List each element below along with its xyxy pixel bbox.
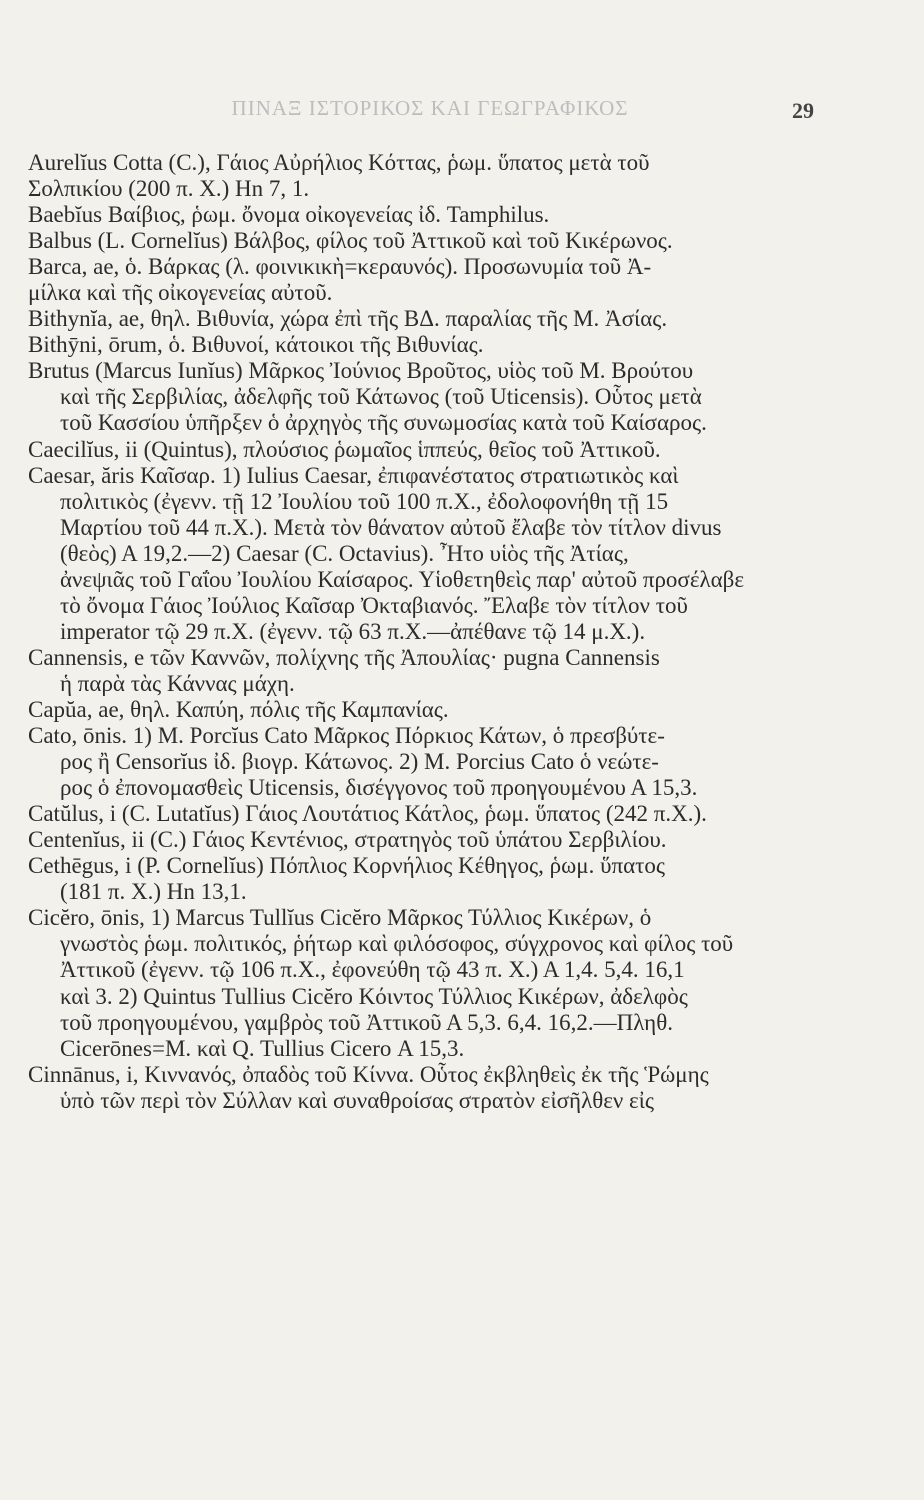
index-entries [28, 150, 888, 1114]
text-line: Capŭa, ae, θηλ. Καπύη, πόλις τῆς Καμπανίας. [28, 696, 449, 722]
text-line: ἀνεψιᾶς τοῦ Γαΐου Ἰουλίου Καίσαρος. Υἱοθετηθεὶς παρ' αὐτοῦ προσέλαβε [60, 566, 745, 592]
text-line: Bithynĭa, ae, θηλ. Βιθυνία, χώρα ἐπὶ τῆς ΒΔ. παραλίας τῆς Μ. Ἀσίας. [28, 306, 668, 332]
text-line: Cato, ōnis. 1) M. Porcĭus Cato Μᾶρκος Πόρκιος Κάτων, ὁ πρεσβύτε- [28, 723, 665, 749]
text-line: Ἀττικοῦ (ἐγενν. τῷ 106 π.Χ., ἐφονεύθη τῷ 43 π. Χ.) Α 1,4. 5,4. 16,1 [60, 957, 685, 983]
text-line: (θεὸς) Α 19,2.—2) Caesar (C. Octavius). Ἦτο υἱὸς τῆς Ἀτίας, [60, 540, 629, 566]
text-line: Caecilĭus, ii (Quintus), πλούσιος ῥωμαῖος ἱππεύς, θεῖος τοῦ Ἀττικοῦ. [28, 436, 661, 462]
text-line: ὑπὸ τῶν περὶ τὸν Σύλλαν καὶ συναθροίσας στρατὸν εἰσῆλθεν εἰς [60, 1087, 655, 1113]
text-line: καὶ τῆς Σερβιλίας, ἀδελφῆς τοῦ Κάτωνος (τοῦ Uticensis). Οὗτος μετὰ [60, 384, 702, 410]
text-line: Caesar, ăris Καῖσαρ. 1) Iulius Caesar, ἐπιφανέστατος στρατιωτικὸς καὶ [28, 462, 679, 488]
text-line: imperator τῷ 29 π.Χ. (ἐγενν. τῷ 63 π.Χ.—ἀπέθανε τῷ 14 μ.Χ.). [60, 618, 646, 644]
text-line: Centenĭus, ii (C.) Γάιος Κεντένιος, στρατηγὸς τοῦ ὑπάτου Σερβιλίου. [28, 827, 667, 853]
text-line: Cannensis, e τῶν Καννῶν, πολίχνης τῆς Ἀπουλίας· pugna Cannensis [28, 644, 660, 670]
text-line: ρος ὁ ἐπονομασθεὶς Uticensis, δισέγγονος τοῦ προηγουμένου Α 15,3. [60, 775, 698, 801]
text-line: Balbus (L. Cornelĭus) Βάλβος, φίλος τοῦ Ἀττικοῦ καὶ τοῦ Κικέρωνος. [28, 228, 673, 254]
text-line: (181 π. Χ.) Hn 13,1. [60, 879, 247, 905]
page-number: 29 [792, 98, 814, 123]
text-line: καὶ 3. 2) Quintus Tullius Cicĕro Κόιντος Τύλλιος Κικέρων, ἀδελφὸς [60, 983, 688, 1009]
text-line: Σολπικίου (200 π. Χ.) Hn 7, 1. [28, 176, 310, 202]
text-line: Brutus (Marcus Iunĭus) Μᾶρκος Ἰούνιος Βροῦτος, υἱὸς τοῦ Μ. Βρούτου [28, 358, 694, 384]
text-line: Cethēgus, i (P. Cornelĭus) Πόπλιος Κορνήλιος Κέθηγος, ῥωμ. ὕπατος [28, 853, 665, 879]
text-line: τοῦ προηγουμένου, γαμβρὸς τοῦ Ἀττικοῦ Α 5,3. 6,4. 16,2.—Πληθ. [60, 1009, 673, 1035]
text-line: ρος ἢ Censorĭus ἰδ. βιογρ. Κάτωνος. 2) M. Porcius Cato ὁ νεώτε- [60, 749, 659, 775]
text-line: Cicerōnes=M. καὶ Q. Tullius Cicero Α 15,3. [60, 1035, 465, 1061]
text-line: πολιτικὸς (ἐγενν. τῇ 12 Ἰουλίου τοῦ 100 π.Χ., ἐδολοφονήθη τῇ 15 [60, 488, 669, 514]
text-line: Barca, ae, ὁ. Βάρκας (λ. φοινικικὴ=κεραυνός). Προσωνυμία τοῦ Ἀ- [28, 254, 652, 280]
text-line: Bithȳni, ōrum, ὁ. Βιθυνοί, κάτοικοι τῆς Βιθυνίας. [28, 332, 484, 358]
text-line: τὸ ὄνομα Γάιος Ἰούλιος Καῖσαρ Ὀκταβιανός. Ἔλαβε τὸν τίτλον τοῦ [60, 592, 688, 618]
text-line: ἡ παρὰ τὰς Κάννας μάχη. [60, 670, 295, 696]
text-line: Catŭlus, i (C. Lutatĭus) Γάιος Λουτάτιος Κάτλος, ῥωμ. ὕπατος (242 π.Χ.). [28, 801, 707, 827]
text-line: Cinnānus, i, Κιννανός, ὀπαδὸς τοῦ Κίννα. Οὗτος ἐκβληθεὶς ἐκ τῆς Ῥώμης [28, 1061, 709, 1087]
text-line: Aurelĭus Cotta (C.), Γάιος Αὐρήλιος Κόττας, ῥωμ. ὕπατος μετὰ τοῦ [28, 150, 650, 175]
text-line: Baebĭus Βαίβιος, ῥωμ. ὄνομα οἰκογενείας ἰδ. Tamphilus. [28, 202, 550, 228]
text-line: γνωστὸς ῥωμ. πολιτικός, ῥήτωρ καὶ φιλόσοφος, σύγχρονος καὶ φίλος τοῦ [60, 931, 734, 957]
text-line: μίλκα καὶ τῆς οἰκογενείας αὐτοῦ. [28, 280, 333, 306]
text-line: Μαρτίου τοῦ 44 π.Χ.). Μετὰ τὸν θάνατον αὐτοῦ ἔλαβε τὸν τίτλον divus [60, 514, 722, 540]
running-head: ΠΙΝΑΞ ΙΣΤΟΡΙΚΟΣ ΚΑΙ ΓΕΩΓΡΑΦΙΚΟΣ [231, 96, 629, 120]
text-line: τοῦ Κασσίου ὑπῆρξεν ὁ ἀρχηγὸς τῆς συνωμοσίας κατὰ τοῦ Καίσαρος. [60, 410, 707, 436]
text-line: Cicĕro, ōnis, 1) Marcus Tullĭus Cicĕro Μᾶρκος Τύλλιος Κικέρων, ὁ [28, 905, 652, 931]
